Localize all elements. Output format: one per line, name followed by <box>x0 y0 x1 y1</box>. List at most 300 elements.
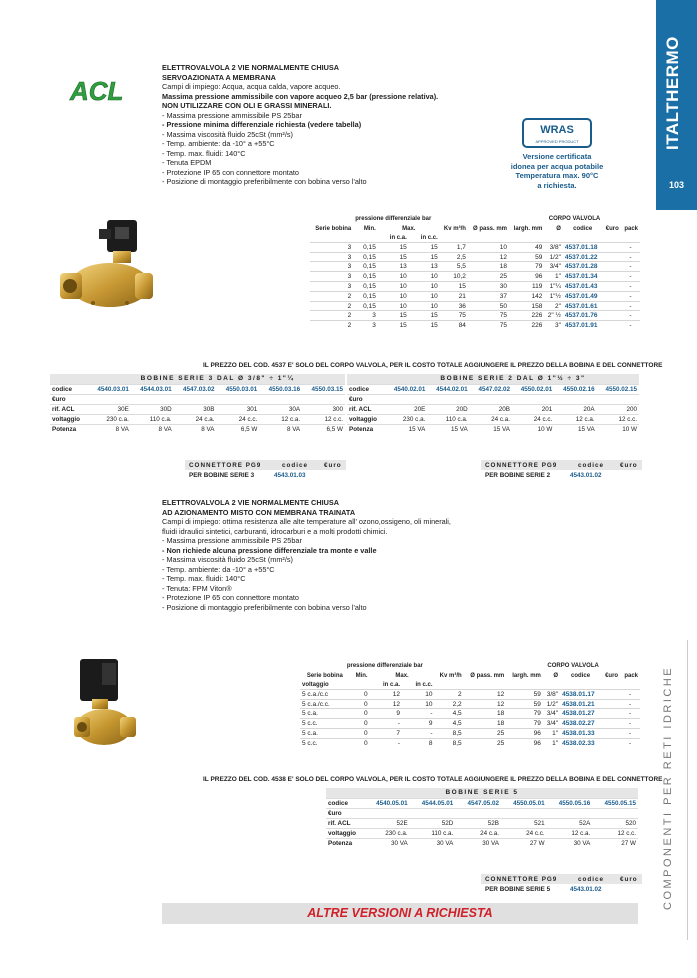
coil-cell: 521 <box>501 819 547 829</box>
coil-cell: 27 W <box>592 839 638 849</box>
cell-cc: 10 <box>430 292 438 300</box>
cell-min: 0,15 <box>363 292 376 300</box>
coil-cell: 8 VA <box>131 425 174 435</box>
cell-diam: 1/2" <box>546 700 559 708</box>
cell-min: 0 <box>363 720 368 728</box>
cell-euro <box>602 301 620 311</box>
coil-cell: 301 <box>216 405 259 415</box>
wras-subtitle: APPROVED PRODUCT <box>535 139 579 144</box>
coil-cell: 4547.02.02 <box>470 385 512 395</box>
coil-cell: 10 W <box>597 425 639 435</box>
coil-cell: 27 W <box>501 839 547 849</box>
cell-kv: 2,2 <box>452 700 462 708</box>
coils-series3-table <box>50 374 345 435</box>
cell-diam: 1" <box>554 273 561 281</box>
cell-pack: - <box>629 312 632 320</box>
coil-cell: 20A <box>554 405 596 415</box>
cell-diam: 1"¼ <box>549 282 561 290</box>
coil-cell: 300 <box>302 405 345 415</box>
cell-ca: 10 <box>399 282 407 290</box>
cell-euro <box>602 242 620 252</box>
cell-euro <box>601 719 620 729</box>
coil-cell <box>410 809 456 819</box>
coil-cell: 52A <box>547 819 593 829</box>
coil-cell: 12 c.a. <box>259 415 302 425</box>
cell-ca: 12 <box>392 700 401 708</box>
coil-cell <box>501 809 547 819</box>
description-line: NON UTILIZZARE CON OLI E GRASSI MINERALI. <box>162 101 332 110</box>
cell-diam: 1" <box>552 729 559 737</box>
brand-name: ITALTHERMO <box>663 36 682 150</box>
connector-series5: CONNETTORE PG9 codice €uro PER BOBINE SERIE 5 4543.01.02 <box>481 874 642 894</box>
cell-min: 0,15 <box>363 243 376 251</box>
coil-cell: 24 c.c. <box>501 829 547 839</box>
cell-code: 4538.01.17 <box>562 690 595 698</box>
coils-series5-table <box>326 788 638 849</box>
cell-pack: - <box>629 273 632 281</box>
coil-cell: 24 c.a. <box>174 415 217 425</box>
cell-serie: 3 <box>347 282 352 290</box>
section2-description <box>162 498 451 612</box>
coil-cell: 201 <box>512 405 554 415</box>
cell-serie: 3 <box>347 253 352 261</box>
table-row <box>300 738 640 748</box>
cell-diam: 3/4" <box>546 710 559 718</box>
cell-pass: 25 <box>499 273 508 281</box>
coil-cell: 4550.05.01 <box>501 799 547 809</box>
description-line: - Tenuta: FPM Viton® <box>162 583 232 593</box>
coil-cell: 15 VA <box>427 425 469 435</box>
side-divider <box>687 640 688 940</box>
cell-pass: 18 <box>497 720 505 728</box>
cell-pass: 75 <box>499 322 508 330</box>
coil-row-euro <box>326 809 638 819</box>
table-row <box>300 729 640 739</box>
coil-cell: 30 VA <box>364 839 410 849</box>
coil-cell: 520 <box>592 819 638 829</box>
cell-min: 0,15 <box>363 273 376 281</box>
coil-row-rif <box>326 819 638 829</box>
coil-row-rif <box>347 405 639 415</box>
coil-cell <box>455 809 501 819</box>
description-line: - Massima viscosità fluido 25cSt (mm²/s) <box>162 129 293 139</box>
cell-ca: 13 <box>399 263 407 271</box>
cell-ca: 15 <box>399 243 407 251</box>
coil-cell <box>174 395 217 405</box>
coil-row-euro <box>347 395 639 405</box>
cell-diam: 2" <box>554 302 561 310</box>
table-row <box>310 321 640 331</box>
row-label: codice <box>50 385 88 395</box>
cell-min: 0 <box>363 710 368 718</box>
coil-cell: 24 c.a. <box>455 829 501 839</box>
coil-cell: 12 c.c. <box>597 415 639 425</box>
description-line: - Temp. max. fluidi: 140°C <box>162 148 246 158</box>
coil-cell: 6,5 W <box>216 425 259 435</box>
cell-kv: 36 <box>458 302 466 310</box>
cell-pass: 30 <box>499 282 508 290</box>
cell-pass: 18 <box>497 710 505 718</box>
cell-pass: 37 <box>499 292 508 300</box>
section-title-line: ELETTROVALVOLA 2 VIE NORMALMENTE CHIUSA <box>162 498 340 507</box>
cell-euro <box>601 709 620 719</box>
coil-cell: 30A <box>259 405 302 415</box>
coil-cell: 15 VA <box>470 425 512 435</box>
cell-serie: 3 <box>347 263 352 271</box>
cell-kv: 8,5 <box>452 729 462 737</box>
description-line: - Posizione di montaggio preferibilmente con bobina verso l'alto <box>162 602 367 612</box>
cell-diam: 2" ½ <box>547 312 561 320</box>
cell-pack: - <box>628 690 632 698</box>
cell-largh: 59 <box>533 690 541 698</box>
coil-cell: 4547.03.02 <box>174 385 217 395</box>
cell-ca: - <box>397 740 401 748</box>
description-line: Campi di impiego: Acqua, acqua calda, vapore acqueo. <box>162 82 341 91</box>
table-row <box>300 689 640 699</box>
cell-code: 4537.01.34 <box>564 273 598 281</box>
cell-diam: 3/8" <box>549 243 561 251</box>
cell-code: 4538.01.21 <box>562 700 595 708</box>
row-label: voltaggio <box>347 415 385 425</box>
row-label: rif. ACL <box>50 405 88 415</box>
coil-cell: 24 c.c. <box>512 415 554 425</box>
table-row <box>310 262 640 272</box>
cell-kv: 1,7 <box>456 243 466 251</box>
connector-series2: CONNETTORE PG9 codice €uro PER BOBINE SERIE 2 4543.01.02 <box>481 460 642 480</box>
coil-cell <box>364 809 410 819</box>
description-line: - Pressione minima differenziale richiesta (vedere tabella) <box>162 120 362 129</box>
cell-euro <box>601 689 620 699</box>
table-row <box>300 719 640 729</box>
cell-pass: 10 <box>499 243 508 251</box>
coil-cell: 15 VA <box>385 425 427 435</box>
coil-cell: 10 W <box>512 425 554 435</box>
coil-cell: 24 c.a. <box>470 415 512 425</box>
cell-min: 0 <box>363 740 368 748</box>
coil-row-codice <box>50 385 345 395</box>
description-line: - Protezione IP 65 con connettore montato <box>162 593 299 602</box>
cell-ca: 15 <box>399 253 407 261</box>
solenoid-valve-4538-image <box>72 655 140 755</box>
cell-min: 0 <box>363 690 368 698</box>
coil-cell <box>470 395 512 405</box>
cell-min: 0 <box>363 700 368 708</box>
coils-series2-table <box>347 374 639 435</box>
valve-4538-table: pressione differenziale bar CORPO VALVOLA Serie bobina Min. Max. Kv m³/h Ø pass. mm largh. mm Ø codice €uro pack voltaggio in c.a. in c.c. 5 c.a./c.c 0 12 10 2 12 59 3/8" 4538.01.17 - 5 c.a./c.c. 0 12 10 2,2 12 59 1/2" 4538.01.21 - 5 c.a. 0 9 - 4,5 18 79 3/4" 4538.01.27 - 5 c.c. 0 - 9 4,5 18 79 3/4" 4538.02.27 - 5 c.a. 0 7 - 8,5 25 96 1" 4538.01.33 - 5 c.c. 0 - 8 8,5 25 96 1" 4538.02.33 - <box>302 662 638 748</box>
cell-pass: 25 <box>497 740 505 748</box>
cell-kv: 2 <box>458 690 462 698</box>
coil-cell: 4540.03.01 <box>88 385 131 395</box>
cell-diam: 1/2" <box>549 253 561 261</box>
coil-cell: 12 c.c. <box>302 415 345 425</box>
cell-code: 4537.01.61 <box>564 302 598 310</box>
description-line: fluidi idraulici sintetici, carburanti, idrocarburi e a molti prodotti chimici. <box>162 526 388 536</box>
coil-cell: 12 c.a. <box>554 415 596 425</box>
wras-badge <box>522 118 592 148</box>
coil-cell: 8 VA <box>259 425 302 435</box>
row-label: codice <box>347 385 385 395</box>
cell-code: 4537.01.43 <box>564 282 598 290</box>
description-line: - Posizione di montaggio preferibilmente con bobina verso l'alto <box>162 177 367 186</box>
cell-euro <box>601 699 620 709</box>
cell-code: 4538.01.33 <box>562 729 595 737</box>
coil-cell: 4550.02.01 <box>512 385 554 395</box>
section2-price-note: IL PREZZO DEL COD. 4538 E' SOLO DEL CORPO VALVOLA, PER IL COSTO TOTALE AGGIUNGERE IL PREZZO DELLA BOBINA E DEL CONNETTORE <box>203 776 663 783</box>
cell-cc: 15 <box>430 253 438 261</box>
coil-row-potenza <box>50 425 345 435</box>
description-line: - Massima viscosità fluido 25cSt (mm²/s) <box>162 555 293 564</box>
cell-largh: 96 <box>535 273 543 281</box>
cell-diam: 1" <box>552 740 559 748</box>
cell-cc: 10 <box>430 282 438 290</box>
row-label: Potenza <box>326 839 364 849</box>
cell-serie: 2 <box>347 292 352 300</box>
cell-serie: 2 <box>347 322 352 330</box>
coil-cell: 4547.05.02 <box>455 799 501 809</box>
coil-cell: 4544.05.01 <box>410 799 456 809</box>
cell-cc: - <box>430 729 433 737</box>
cell-diam: 3/4" <box>549 263 561 271</box>
cell-pack: - <box>628 740 632 748</box>
cell-kv: 4,5 <box>452 710 462 718</box>
cell-min: 3 <box>372 322 376 330</box>
cell-code: 4537.01.28 <box>564 263 598 271</box>
cell-serie: 3 <box>347 243 352 251</box>
coil-cell <box>385 395 427 405</box>
cell-kv: 5,5 <box>456 263 466 271</box>
coil-row-codice <box>347 385 639 395</box>
coil-cell <box>512 395 554 405</box>
coil-cell: 30 VA <box>410 839 456 849</box>
cell-ca: 15 <box>399 312 407 320</box>
cell-serie: 2 <box>347 302 352 310</box>
cell-pass: 12 <box>497 690 505 698</box>
coil-cell <box>216 395 259 405</box>
solenoid-valve-4537-image <box>55 215 155 320</box>
cell-diam: 3/4" <box>546 720 559 728</box>
row-label: €uro <box>326 809 364 819</box>
coil-cell: 110 c.a. <box>410 829 456 839</box>
cell-euro <box>601 738 620 748</box>
cell-largh: 142 <box>531 292 543 300</box>
coil-row-voltaggio <box>326 829 638 839</box>
description-line: - Massima pressione ammissibile PS 25bar <box>162 536 302 545</box>
cell-kv: 8,5 <box>452 740 462 748</box>
cell-serie: 2 <box>347 312 352 320</box>
cell-pack: - <box>629 263 632 271</box>
more-versions-banner: ALTRE VERSIONI A RICHIESTA <box>162 903 638 924</box>
cell-code: 4537.01.76 <box>564 312 598 320</box>
cell-kv: 10,2 <box>453 273 466 281</box>
cell-pack: - <box>629 253 632 261</box>
page-number: 103 <box>668 180 685 190</box>
cell-diam: 3/8" <box>546 690 559 698</box>
coil-row-potenza <box>326 839 638 849</box>
cell-cc: - <box>430 710 433 718</box>
cell-pack: - <box>628 710 632 718</box>
coil-cell: 4540.02.01 <box>385 385 427 395</box>
cell-code: 4537.01.22 <box>564 253 598 261</box>
cell-cc: 10 <box>430 273 438 281</box>
cell-pass: 50 <box>499 302 508 310</box>
section-title-line: ELETTROVALVOLA 2 VIE NORMALMENTE CHIUSA <box>162 63 340 72</box>
cell-euro <box>602 321 620 331</box>
description-line: - Tenuta EPDM <box>162 158 212 167</box>
description-line: - Massima pressione ammissibile PS 25bar <box>162 110 302 120</box>
description-line: - Temp. ambiente: da -10° a +55°C <box>162 139 275 148</box>
coil-cell: 20D <box>427 405 469 415</box>
cell-serie: 5 c.a./c.c. <box>302 700 330 708</box>
coil-cell: 230 c.a. <box>88 415 131 425</box>
cell-cc: 15 <box>430 243 438 251</box>
coil-cell <box>259 395 302 405</box>
cell-serie: 5 c.a. <box>302 710 318 718</box>
coil-cell: 20B <box>470 405 512 415</box>
row-label: Potenza <box>347 425 385 435</box>
coil-cell: 15 VA <box>554 425 596 435</box>
description-line: - Temp. max. fluidi: 140°C <box>162 574 246 583</box>
cell-euro <box>602 252 620 262</box>
cell-kv: 75 <box>458 312 466 320</box>
cell-ca: 10 <box>399 292 407 300</box>
coil-cell <box>592 809 638 819</box>
table-row <box>310 242 640 252</box>
coil-cell <box>554 395 596 405</box>
cell-ca: 10 <box>399 273 407 281</box>
cell-largh: 96 <box>533 729 541 737</box>
cell-cc: 8 <box>428 740 433 748</box>
cell-cc: 15 <box>430 322 438 330</box>
table-row <box>310 282 640 292</box>
wras-title: WRAS <box>540 124 574 136</box>
cell-largh: 226 <box>531 322 543 330</box>
row-label: codice <box>326 799 364 809</box>
cell-ca: - <box>397 720 401 728</box>
cell-code: 4538.02.27 <box>562 720 595 728</box>
cell-largh: 79 <box>533 710 541 718</box>
cell-code: 4537.01.49 <box>564 292 598 300</box>
cell-euro <box>601 729 620 739</box>
coil-cell: 110 c.a. <box>131 415 174 425</box>
cell-min: 3 <box>372 312 376 320</box>
table-row <box>310 272 640 282</box>
coil-cell <box>597 395 639 405</box>
cell-largh: 59 <box>533 700 541 708</box>
cell-serie: 5 c.c. <box>302 740 318 748</box>
cell-min: 0,15 <box>363 282 376 290</box>
cell-serie: 3 <box>347 273 352 281</box>
coil-cell: 24 c.c. <box>216 415 259 425</box>
coil-cell: 8 VA <box>88 425 131 435</box>
coil-cell <box>302 395 345 405</box>
cell-euro <box>602 282 620 292</box>
coil-cell: 4544.03.01 <box>131 385 174 395</box>
cell-pack: - <box>628 729 632 737</box>
coil-cell: 4550.03.16 <box>259 385 302 395</box>
coil-cell: 12 c.c. <box>592 829 638 839</box>
cell-largh: 119 <box>531 282 543 290</box>
description-line: - Protezione IP 65 con connettore montato <box>162 167 299 177</box>
table-row <box>310 291 640 301</box>
cell-euro <box>602 272 620 282</box>
table-row <box>310 301 640 311</box>
cell-min: 0,15 <box>363 263 376 271</box>
coil-cell: 30B <box>174 405 217 415</box>
coil-cell: 4550.03.15 <box>302 385 345 395</box>
wras-note: Versione certificata idonea per acqua potabile Temperatura max. 90°C a richiesta. <box>510 152 604 190</box>
cell-euro <box>602 262 620 272</box>
cell-min: 0 <box>363 729 368 737</box>
cell-kv: 15 <box>458 282 466 290</box>
cell-pack: - <box>629 322 632 330</box>
coil-cell: 4540.05.01 <box>364 799 410 809</box>
description-line: - Non richiede alcuna pressione differenziale tra monte e valle <box>162 545 377 555</box>
coil-cell: 12 c.a. <box>547 829 593 839</box>
cell-pass: 12 <box>499 253 508 261</box>
cell-code: 4537.01.18 <box>564 243 598 251</box>
coil-cell <box>547 809 593 819</box>
coils-series2-header: BOBINE SERIE 2 DAL Ø 1"½ ÷ 3" <box>347 374 639 384</box>
cell-diam: 3" <box>554 322 561 330</box>
cell-ca: 10 <box>399 302 407 310</box>
acl-logo <box>68 73 132 105</box>
cell-code: 4538.01.27 <box>562 710 595 718</box>
table-row <box>300 709 640 719</box>
cell-pack: - <box>628 700 632 708</box>
row-label: rif. ACL <box>326 819 364 829</box>
coil-cell: 52B <box>455 819 501 829</box>
coil-row-euro <box>50 395 345 405</box>
row-label: rif. ACL <box>347 405 385 415</box>
table-row <box>300 699 640 709</box>
row-label: €uro <box>50 395 88 405</box>
cell-pack: - <box>628 720 632 728</box>
cell-pack: - <box>629 282 632 290</box>
coil-cell: 4550.03.01 <box>216 385 259 395</box>
cell-kv: 4,5 <box>452 720 462 728</box>
cell-pack: - <box>629 243 632 251</box>
description-line: Massima pressione ammissibile con vapore acqueo 2,5 bar (pressione relativa). <box>162 91 439 101</box>
cell-code: 4537.01.91 <box>564 322 598 330</box>
cell-code: 4538.02.33 <box>562 740 595 748</box>
cell-ca: 12 <box>392 690 401 698</box>
description-line: Campi di impiego: ottima resistenza alle alte temperature all' ozono,ossigeno, oli minerali, <box>162 517 451 526</box>
cell-pack: - <box>629 292 632 300</box>
cell-largh: 96 <box>533 740 541 748</box>
coil-cell: 20E <box>385 405 427 415</box>
cell-euro <box>602 311 620 321</box>
cell-cc: 13 <box>430 263 438 271</box>
cell-serie: 5 c.a./c.c <box>302 690 329 698</box>
coil-cell: 4544.02.01 <box>427 385 469 395</box>
cell-kv: 84 <box>458 322 466 330</box>
row-label: Potenza <box>50 425 88 435</box>
coil-cell: 30 VA <box>547 839 593 849</box>
cell-min: 0,15 <box>363 302 376 310</box>
cell-ca: 9 <box>396 710 401 718</box>
coil-cell: 8 VA <box>174 425 217 435</box>
coil-row-voltaggio <box>347 415 639 425</box>
coil-cell: 52D <box>410 819 456 829</box>
cell-euro <box>602 291 620 301</box>
section1-description <box>162 63 438 187</box>
cell-largh: 59 <box>535 253 543 261</box>
cell-cc: 10 <box>425 690 433 698</box>
section-label: COMPONENTI PER RETI IDRICHE <box>662 665 674 910</box>
coil-row-potenza <box>347 425 639 435</box>
coil-cell <box>88 395 131 405</box>
table-row <box>310 252 640 262</box>
